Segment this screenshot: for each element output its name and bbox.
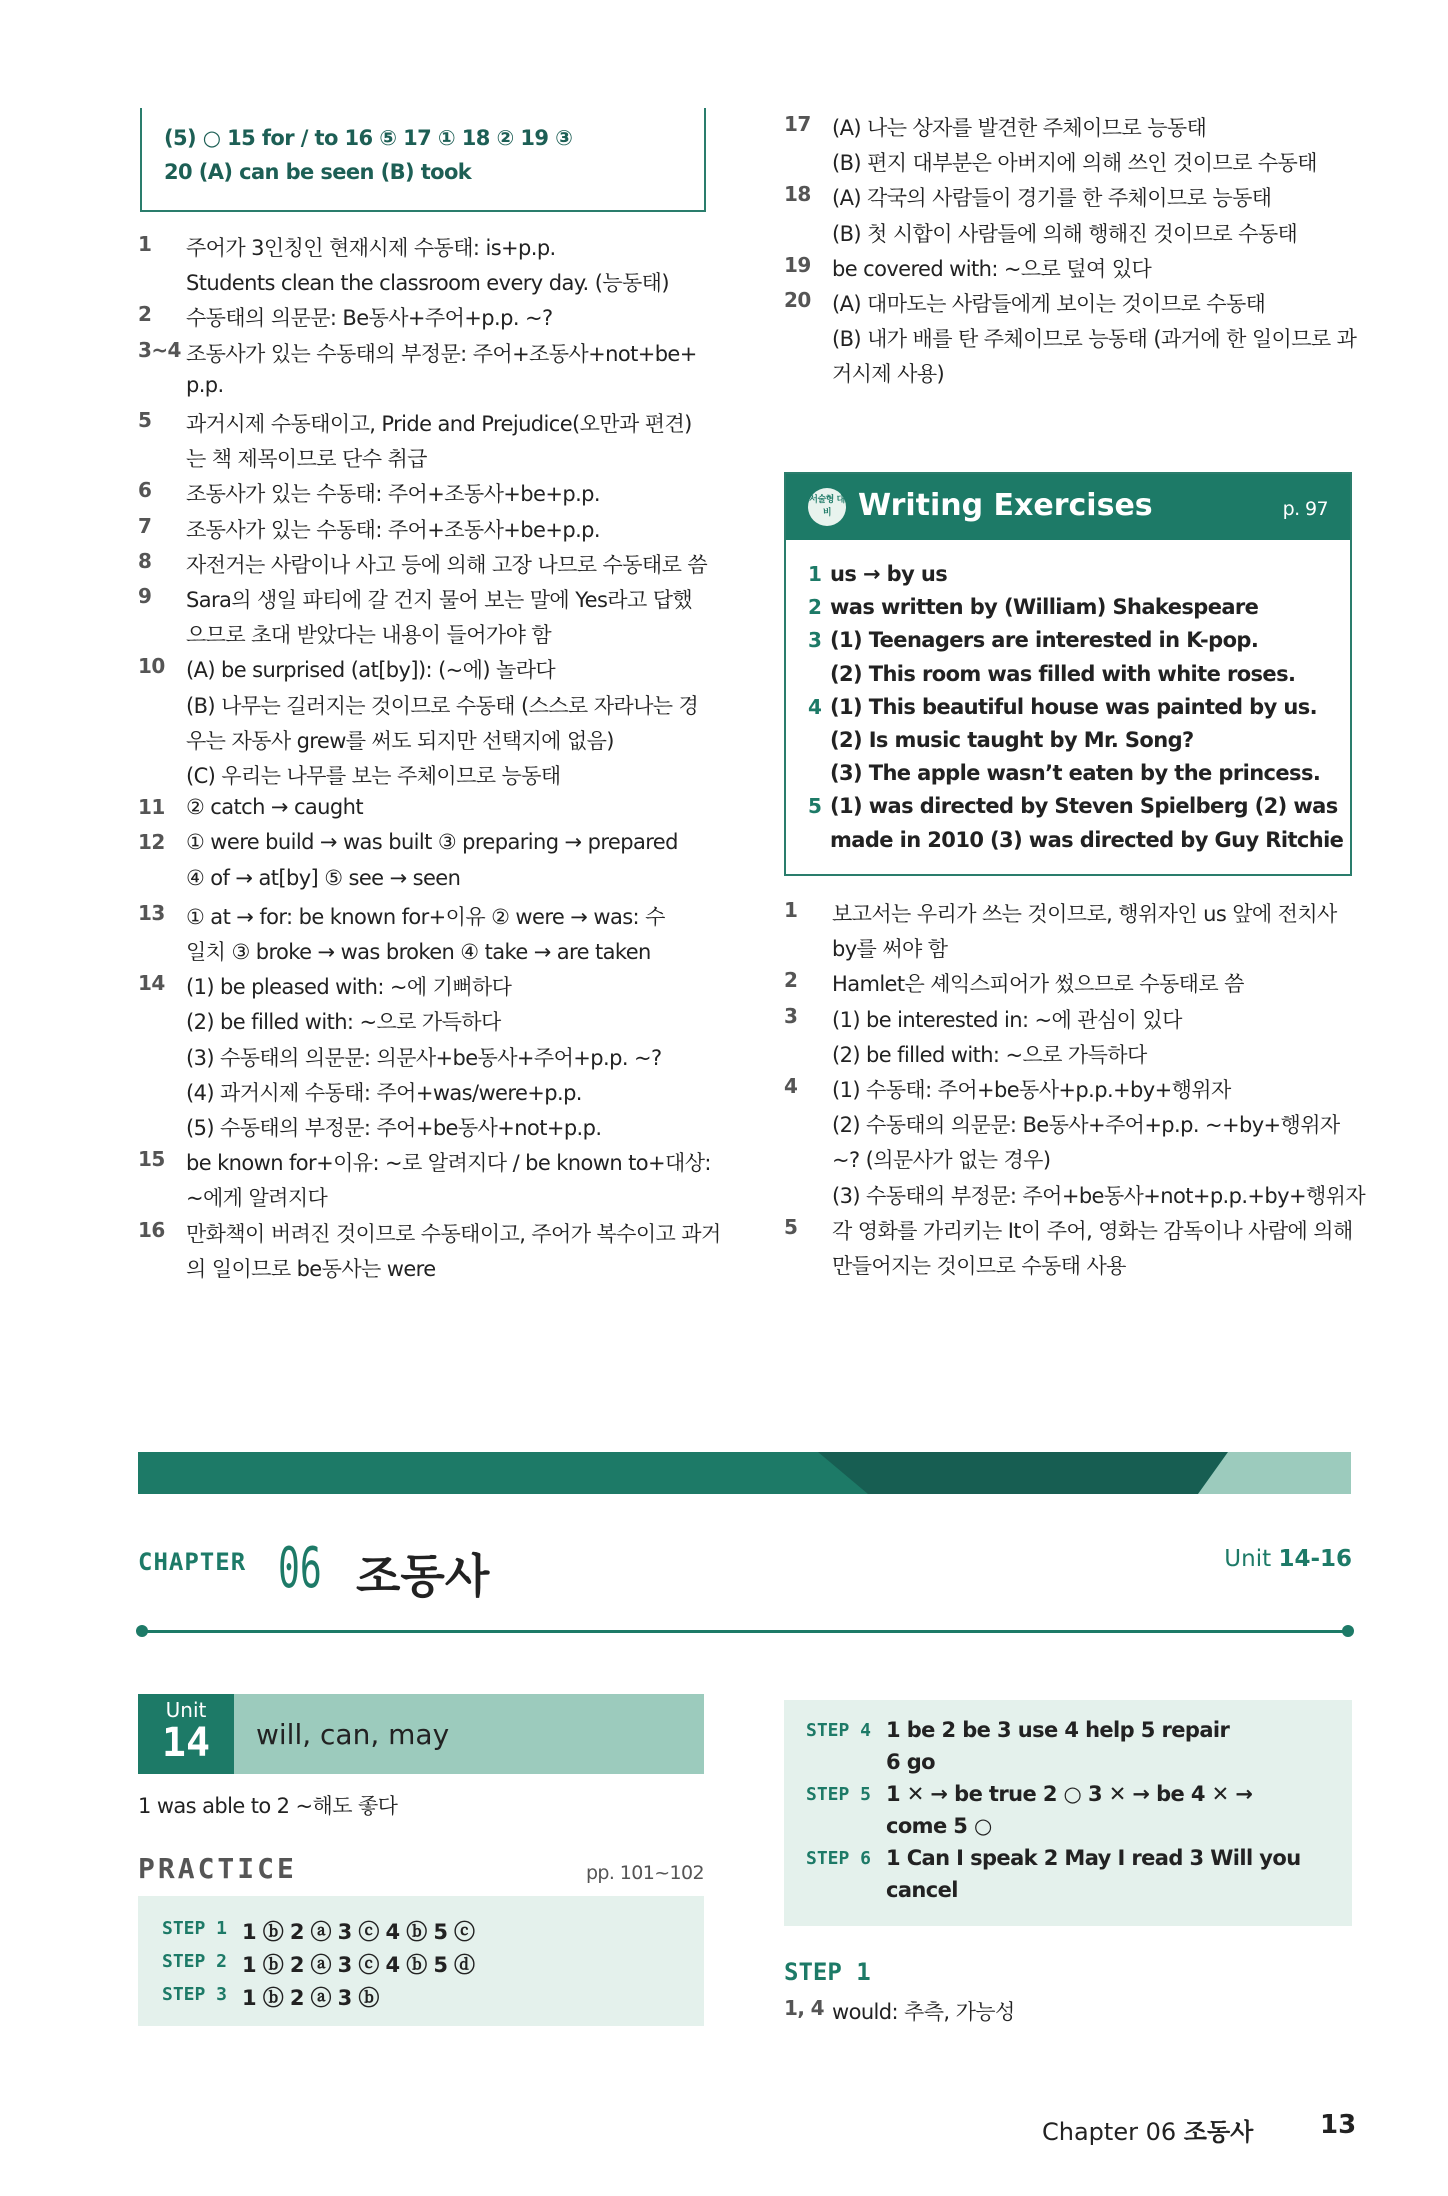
writing-note-line: (2) be filled with: ~으로 가득하다 — [832, 1042, 1147, 1067]
right-note-line: (A) 대마도는 사람들에게 보이는 것이므로 수동태 — [832, 292, 1266, 316]
footer-chapter-title: 조동사 — [1183, 2118, 1254, 2146]
footer-chapter-label: Chapter 06 — [1042, 2118, 1177, 2146]
writing-item-line: (1) was directed by Steven Spielberg (2) was — [830, 794, 1338, 819]
practice-step-answers: 1 ⓑ 2 ⓐ 3 ⓑ — [242, 1986, 379, 2010]
left-note-line: 조동사가 있는 수동태의 부정문: 주어+조동사+not+be+ — [186, 341, 697, 366]
left-note-line: 조동사가 있는 수동태: 주어+조동사+be+p.p. — [186, 517, 600, 542]
right-note-number: 20 — [784, 288, 811, 312]
chapter-rule-dot-right — [1342, 1625, 1354, 1637]
practice-step-answers: 1 ⓑ 2 ⓐ 3 ⓒ 4 ⓑ 5 ⓒ — [242, 1920, 475, 1944]
left-note-line: 으므로 초대 받았다는 내용이 들어가야 함 — [186, 623, 552, 648]
left-note-line: be known for+이유: ~로 알려지다 / be known to+대상: — [186, 1151, 711, 1176]
writing-item-line: us → by us — [830, 562, 948, 586]
writing-note-line: (2) 수동태의 의문문: Be동사+주어+p.p. ~+by+행위자 — [832, 1113, 1340, 1138]
left-note-line: 일치 ③ broke → was broken ④ take → are taken — [186, 940, 651, 964]
writing-page: p. 97 — [1282, 498, 1328, 520]
steps-right-line: come 5 ○ — [886, 1814, 992, 1838]
chapter-number: 06 — [278, 1536, 322, 1601]
writing-item-line: made in 2010 (3) was directed by Guy Ritchie — [830, 827, 1344, 852]
left-note-line: 조동사가 있는 수동태: 주어+조동사+be+p.p. — [186, 482, 600, 507]
right-note-line: (A) 각국의 사람들이 경기를 한 주체이므로 능동태 — [832, 186, 1272, 211]
practice-title: PRACTICE — [138, 1852, 297, 1885]
unit14-badge-label: Unit — [165, 1698, 207, 1722]
right-note-line: (B) 첫 시합이 사람들에 의해 행해진 것이므로 수동태 — [832, 221, 1298, 246]
left-note-line: 우는 자동사 grew를 써도 되지만 선택지에 없음) — [186, 728, 614, 753]
left-note-line: 만화책이 버려진 것이므로 수동태이고, 주어가 복수이고 과거 — [186, 1221, 721, 1246]
practice-step-label: STEP 2 — [162, 1951, 228, 1972]
writing-item-number: 3 — [808, 628, 822, 653]
left-note-line: ④ of → at[by] ⑤ see → seen — [186, 865, 461, 890]
top-answer-line-1: (5) ○ 15 for / to 16 ⑤ 17 ① 18 ② 19 ③ — [164, 126, 573, 150]
right-note-number: 19 — [784, 252, 811, 277]
practice-step-label: STEP 3 — [162, 1984, 228, 2005]
unit14-header — [138, 1694, 704, 1774]
unit14-title: will, can, may — [256, 1718, 450, 1751]
left-note-line: (A) be surprised (at[by]): (~에) 놀라다 — [186, 658, 556, 683]
left-note-number: 11 — [138, 795, 165, 820]
left-note-line: Sara의 생일 파티에 갈 건지 물어 보는 말에 Yes라고 답했 — [186, 588, 693, 612]
left-note-line: ② catch → caught — [186, 795, 363, 820]
left-note-line: ① were build → was built ③ preparing → prepared — [186, 830, 678, 855]
left-note-number: 13 — [138, 900, 165, 925]
writing-note-line: Hamlet은 셰익스피어가 썼으므로 수동태로 씀 — [832, 972, 1244, 997]
left-note-line: (4) 과거시제 수동태: 주어+was/were+p.p. — [186, 1080, 582, 1105]
writing-note-number: 2 — [784, 968, 798, 993]
left-note-number: 16 — [138, 1217, 165, 1242]
practice-step-label: STEP 1 — [162, 1918, 228, 1939]
footer-page-number: 13 — [1320, 2110, 1357, 2140]
writing-exercises-box — [784, 472, 1352, 876]
steps-right-label: STEP 4 — [806, 1720, 872, 1741]
writing-badge — [808, 488, 846, 526]
left-note-line: 는 책 제목이므로 단수 취급 — [186, 447, 427, 472]
left-note-number: 9 — [138, 584, 152, 608]
chapter-title: 조동사 — [356, 1549, 490, 1603]
writing-note-line: (3) 수동태의 부정문: 주어+be동사+not+p.p.+by+행위자 — [832, 1183, 1366, 1208]
left-note-line: Students clean the classroom every day. (능동태) — [186, 271, 669, 296]
left-note-number: 8 — [138, 548, 152, 573]
right-note-number: 18 — [784, 182, 811, 207]
left-note-line: ~에게 알려지다 — [186, 1186, 328, 1211]
top-answer-line-2: 20 (A) can be seen (B) took — [164, 160, 472, 184]
left-note-number: 6 — [138, 478, 152, 503]
practice-pages: pp. 101~102 — [585, 1862, 704, 1884]
right-note-number: 17 — [784, 112, 811, 136]
left-note-number: 1 — [138, 232, 152, 256]
step1-note-number: 1, 4 — [784, 1996, 824, 2020]
left-note-number: 5 — [138, 408, 152, 432]
chapter-rule-dot-left — [136, 1625, 148, 1637]
unit-range-value: 14-16 — [1278, 1546, 1352, 1572]
writing-note-line: by를 써야 함 — [832, 937, 948, 962]
top-answer-box — [140, 108, 706, 212]
unit14-badge — [138, 1694, 234, 1774]
right-note-line: (B) 편지 대부분은 아버지에 의해 쓰인 것이므로 수동태 — [832, 151, 1317, 176]
writing-item-number: 4 — [808, 694, 822, 719]
writing-note-line: (1) be interested in: ~에 관심이 있다 — [832, 1007, 1182, 1032]
writing-note-line: 각 영화를 가리키는 It이 주어, 영화는 감독이나 사람에 의해 — [832, 1218, 1353, 1243]
writing-item-number: 1 — [808, 562, 822, 586]
steps-right-label: STEP 6 — [806, 1848, 872, 1869]
steps-right-box — [784, 1700, 1352, 1926]
writing-note-line: 만들어지는 것이므로 수동태 사용 — [832, 1254, 1126, 1278]
writing-title: Writing Exercises — [858, 488, 1153, 523]
writing-header — [786, 474, 1350, 540]
left-note-line: 의 일이므로 be동사는 were — [186, 1256, 436, 1281]
writing-note-number: 3 — [784, 1003, 798, 1028]
steps-right-line: 6 go — [886, 1750, 935, 1774]
left-note-line: ① at → for: be known for+이유 ② were → was: 수 — [186, 904, 665, 929]
right-note-line: 거시제 사용) — [832, 362, 945, 387]
writing-item-line: (1) This beautiful house was painted by us. — [830, 694, 1318, 719]
practice-box — [138, 1896, 704, 2026]
left-note-line: (C) 우리는 나무를 보는 주체이므로 능동태 — [186, 764, 561, 788]
banner-shapes — [138, 1452, 1351, 1494]
writing-note-number: 5 — [784, 1214, 798, 1239]
unit-range — [1224, 1546, 1352, 1572]
left-note-line: (B) 나무는 길러지는 것이므로 수동태 (스스로 자라나는 경 — [186, 693, 699, 718]
left-note-number: 14 — [138, 971, 165, 996]
writing-note-number: 1 — [784, 898, 798, 922]
left-note-line: 과거시제 수동태이고, Pride and Prejudice(오만과 편견) — [186, 412, 692, 436]
left-note-number: 7 — [138, 513, 152, 538]
writing-item-line: (1) Teenagers are interested in K-pop. — [830, 628, 1259, 653]
left-note-number: 3~4 — [138, 337, 181, 362]
writing-item-line: (2) Is music taught by Mr. Song? — [830, 728, 1194, 752]
left-note-number: 15 — [138, 1147, 165, 1172]
writing-item-number: 5 — [808, 794, 822, 819]
steps-right-line: cancel — [886, 1878, 958, 1902]
right-note-line: (A) 나는 상자를 발견한 주체이므로 능동태 — [832, 116, 1207, 140]
chapter-label: CHAPTER — [138, 1548, 247, 1576]
writing-item-line: (3) The apple wasn’t eaten by the princess. — [830, 761, 1321, 786]
chapter-rule — [142, 1630, 1348, 1633]
footer-chapter — [1042, 2112, 1253, 2147]
writing-item-line: was written by (William) Shakespeare — [830, 595, 1259, 620]
steps-right-line: 1 ✕ → be true 2 ○ 3 ✕ → be 4 ✕ → — [886, 1782, 1253, 1806]
left-note-line: (3) 수동태의 의문문: 의문사+be동사+주어+p.p. ~? — [186, 1045, 662, 1070]
right-note-line: (B) 내가 배를 탄 주체이므로 능동태 (과거에 한 일이므로 과 — [832, 327, 1357, 352]
steps-right-line: 1 be 2 be 3 use 4 help 5 repair — [886, 1718, 1230, 1742]
left-note-number: 12 — [138, 830, 165, 855]
step1-note-text: would: 추측, 가능성 — [832, 2000, 1015, 2024]
writing-badge-text: 서술형 대비 — [809, 495, 845, 518]
left-note-line: 자전거는 사람이나 사고 등에 의해 고장 나므로 수동태로 씀 — [186, 552, 708, 577]
writing-note-line: (1) 수동태: 주어+be동사+p.p.+by+행위자 — [832, 1078, 1231, 1102]
left-note-line: 수동태의 의문문: Be동사+주어+p.p. ~? — [186, 306, 553, 331]
writing-note-line: 보고서는 우리가 쓰는 것이므로, 행위자인 us 앞에 전치사 — [832, 902, 1337, 926]
left-note-line: (5) 수동태의 부정문: 주어+be동사+not+p.p. — [186, 1116, 602, 1140]
unit14-badge-number: 14 — [161, 1720, 211, 1766]
unit14-answers: 1 was able to 2 ~해도 좋다 — [138, 1794, 398, 1818]
unit-range-prefix: Unit — [1224, 1546, 1272, 1572]
left-note-line: (1) be pleased with: ~에 기뻐하다 — [186, 975, 512, 1000]
chapter-banner-bar — [138, 1452, 1351, 1494]
left-note-number: 10 — [138, 654, 165, 679]
steps-right-label: STEP 5 — [806, 1784, 872, 1805]
left-note-number: 2 — [138, 302, 152, 327]
writing-note-number: 4 — [784, 1074, 798, 1098]
writing-note-line: ~? (의문사가 없는 경우) — [832, 1148, 1051, 1173]
writing-item-line: (2) This room was filled with white roses. — [830, 661, 1296, 686]
practice-step-answers: 1 ⓑ 2 ⓐ 3 ⓒ 4 ⓑ 5 ⓓ — [242, 1953, 475, 1977]
left-note-line: 주어가 3인칭인 현재시제 수동태: is+p.p. — [186, 236, 556, 260]
left-note-line: (2) be filled with: ~으로 가득하다 — [186, 1010, 501, 1035]
left-note-line: p.p. — [186, 372, 224, 397]
step1-note-label: STEP 1 — [784, 1958, 871, 1986]
right-note-line: be covered with: ~으로 덮여 있다 — [832, 256, 1152, 281]
steps-right-line: 1 Can I speak 2 May I read 3 Will you — [886, 1846, 1301, 1870]
writing-item-number: 2 — [808, 595, 822, 620]
